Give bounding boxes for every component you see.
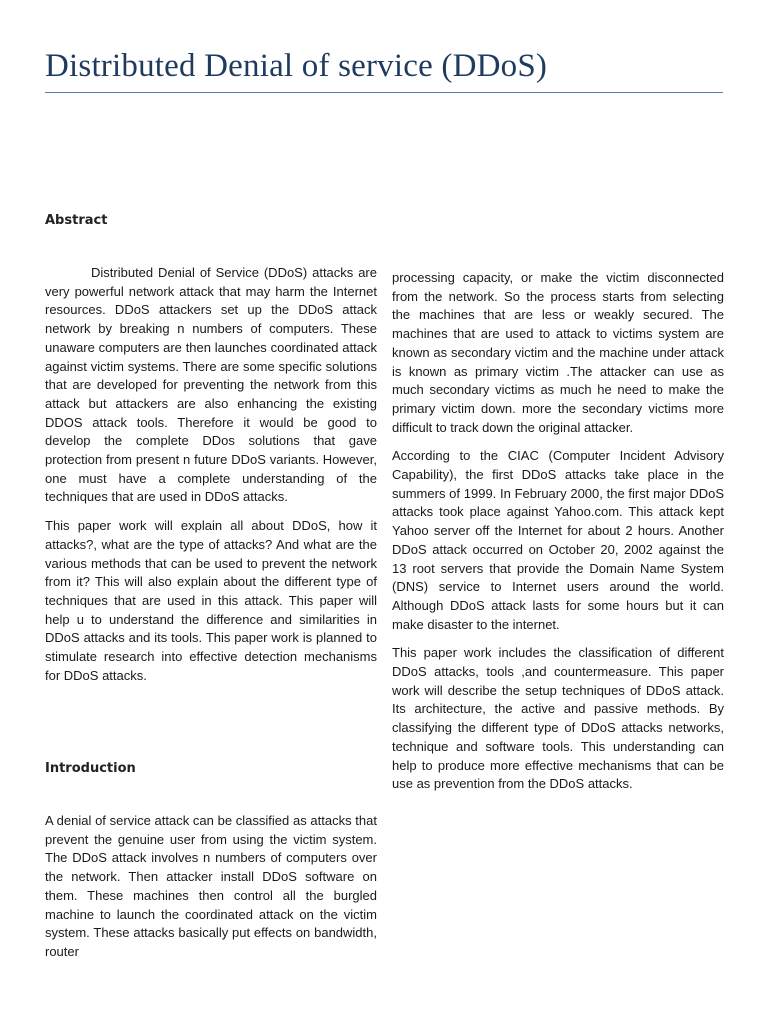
right-column-body [392, 269, 724, 794]
introduction-paragraph-1: A denial of service attack can be classified as attacks that prevent the genuine user from using the victim system. The DDoS attack involves n numbers of computers over the network. Then attacker install DDoS software on them. These machines then control all the burgled machine to launch the coordinated attack on the victim system. These attacks basically put effects on bandwidth, router [45, 813, 377, 959]
right-paragraph-1: processing capacity, or make the victim disconnected from the network. So the process starts from selecting the machines that are less or weakly secured. The machines that are used to attack to victims system are known as secondary victim and the machine under attack is known as primary victim .The attacker can use as much secondary victims as much he need to make the primary victim down. more the secondary victims more difficult to track down the original attacker. [392, 270, 724, 435]
abstract-paragraph-2: This paper work will explain all about DDoS, how it attacks?, what are the type of attacks? And what are the various methods that can be used to prevent the network from it? This will also explain about the different type of techniques that are used in this attack. This paper will help u to understand the difference and similarities in DDoS attacks and its tools. This paper work is planned to stimulate research into effective detection mechanisms for DDoS attacks. [45, 518, 377, 683]
title-divider [45, 92, 723, 93]
abstract-body [45, 264, 377, 685]
document-title: Distributed Denial of service (DDoS) [45, 48, 548, 84]
abstract-heading: Abstract [45, 213, 108, 228]
abstract-paragraph-1: Distributed Denial of Service (DDoS) attacks are very powerful network attack that may harm the Internet resources. DDoS attackers set up the DDoS attack network by breaking n numbers of computers. These unaware computers are then launches coordinated attack against victim systems. There are some specific solutions that are developed for preventing the network from this attack but attackers are also enhancing the existing DDOS attack tools. Therefore it would be good to develop the complete DDos solutions that gave protection from present n future DDoS variants. However, one must have a complete understanding of the techniques that are used in DDoS attacks. [45, 265, 377, 505]
introduction-heading: Introduction [45, 761, 136, 776]
introduction-body [45, 812, 377, 962]
right-paragraph-3: This paper work includes the classification of different DDoS attacks, tools ,and countermeasure. This paper work will describe the setup techniques of DDoS attack. Its architecture, the active and passive methods. By classifying the different type of DDoS attacks networks, technique and software tools. This understanding can help to produce more effective mechanisms that can be use as prevention from the DDoS attacks. [392, 645, 724, 792]
right-paragraph-2: According to the CIAC (Computer Incident Advisory Capability), the first DDoS attacks take place in the summers of 1999. In February 2000, the first major DDoS attacks took place against Yahoo.com. This attack kept Yahoo server off the Internet for about 2 hours. Another DDoS attack occurred on October 20, 2002 against the 13 root servers that provide the Domain Name System (DNS) service to Internet users around the world. Although DDoS attack lasts for some hours but it can make disaster to the internet. [392, 448, 724, 632]
